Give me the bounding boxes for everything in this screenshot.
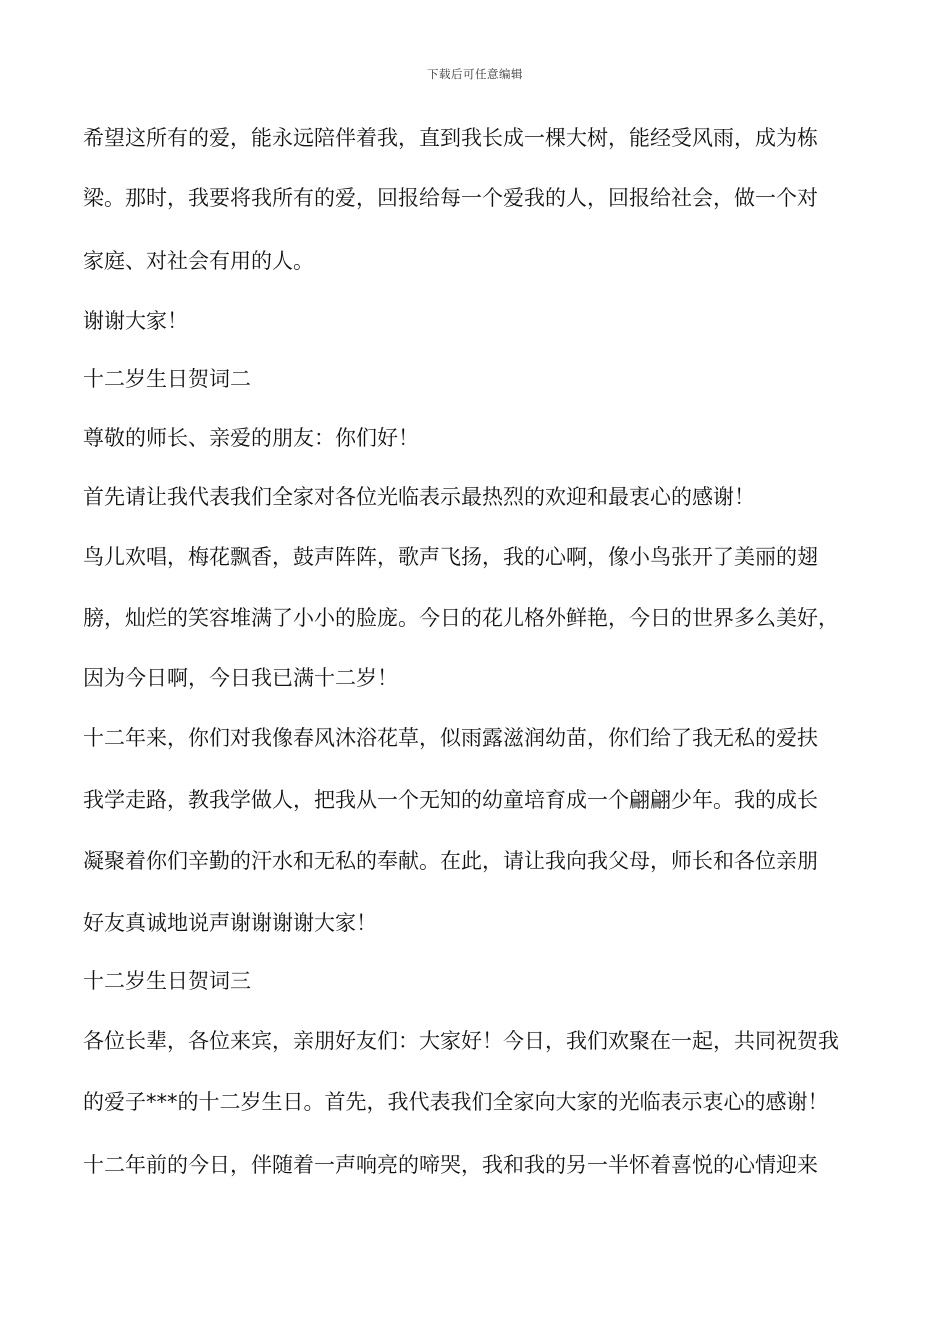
text-line: 好友真诚地说声谢谢谢谢大家！ bbox=[83, 911, 377, 935]
text-line: 各位长辈，各位来宾，亲朋好友们：大家好！今日，我们欢聚在一起，共同祝贺我 bbox=[83, 1029, 839, 1053]
page-header: 下载后可任意编辑 bbox=[427, 67, 523, 81]
text-line: 凝聚着你们辛勤的汗水和无私的奉献。在此，请让我向我父母，师长和各位亲朋 bbox=[83, 849, 818, 873]
text-line: 尊敬的师长、亲爱的朋友：你们好！ bbox=[83, 426, 419, 450]
text-line: 的爱子***的十二岁生日。首先，我代表我们全家向大家的光临表示衷心的感谢！ bbox=[83, 1090, 829, 1114]
text-line: 家庭、对社会有用的人。 bbox=[83, 249, 314, 273]
text-line: 因为今日啊，今日我已满十二岁！ bbox=[83, 666, 398, 690]
text-line: 梁。那时，我要将我所有的爱，回报给每一个爱我的人，回报给社会，做一个对 bbox=[83, 186, 818, 210]
section-heading: 十二岁生日贺词三 bbox=[83, 969, 251, 993]
text-line: 希望这所有的爱，能永远陪伴着我，直到我长成一棵大树，能经受风雨，成为栋 bbox=[83, 126, 818, 150]
section-heading: 十二岁生日贺词二 bbox=[83, 367, 251, 391]
text-line: 膀，灿烂的笑容堆满了小小的脸庞。今日的花儿格外鲜艳，今日的世界多么美好， bbox=[83, 606, 839, 630]
text-line: 首先请让我代表我们全家对各位光临表示最热烈的欢迎和最衷心的感谢！ bbox=[83, 485, 755, 509]
text-line: 十二年前的今日，伴随着一声响亮的啼哭，我和我的另一半怀着喜悦的心情迎来 bbox=[83, 1153, 818, 1177]
text-line: 谢谢大家！ bbox=[83, 309, 188, 333]
text-line: 鸟儿欢唱，梅花飘香，鼓声阵阵，歌声飞扬，我的心啊，像小鸟张开了美丽的翅 bbox=[83, 545, 818, 569]
text-line: 十二年来，你们对我像春风沐浴花草，似雨露滋润幼苗，你们给了我无私的爱扶 bbox=[83, 726, 818, 750]
text-line: 我学走路，教我学做人，把我从一个无知的幼童培育成一个翩翩少年。我的成长 bbox=[83, 788, 818, 812]
